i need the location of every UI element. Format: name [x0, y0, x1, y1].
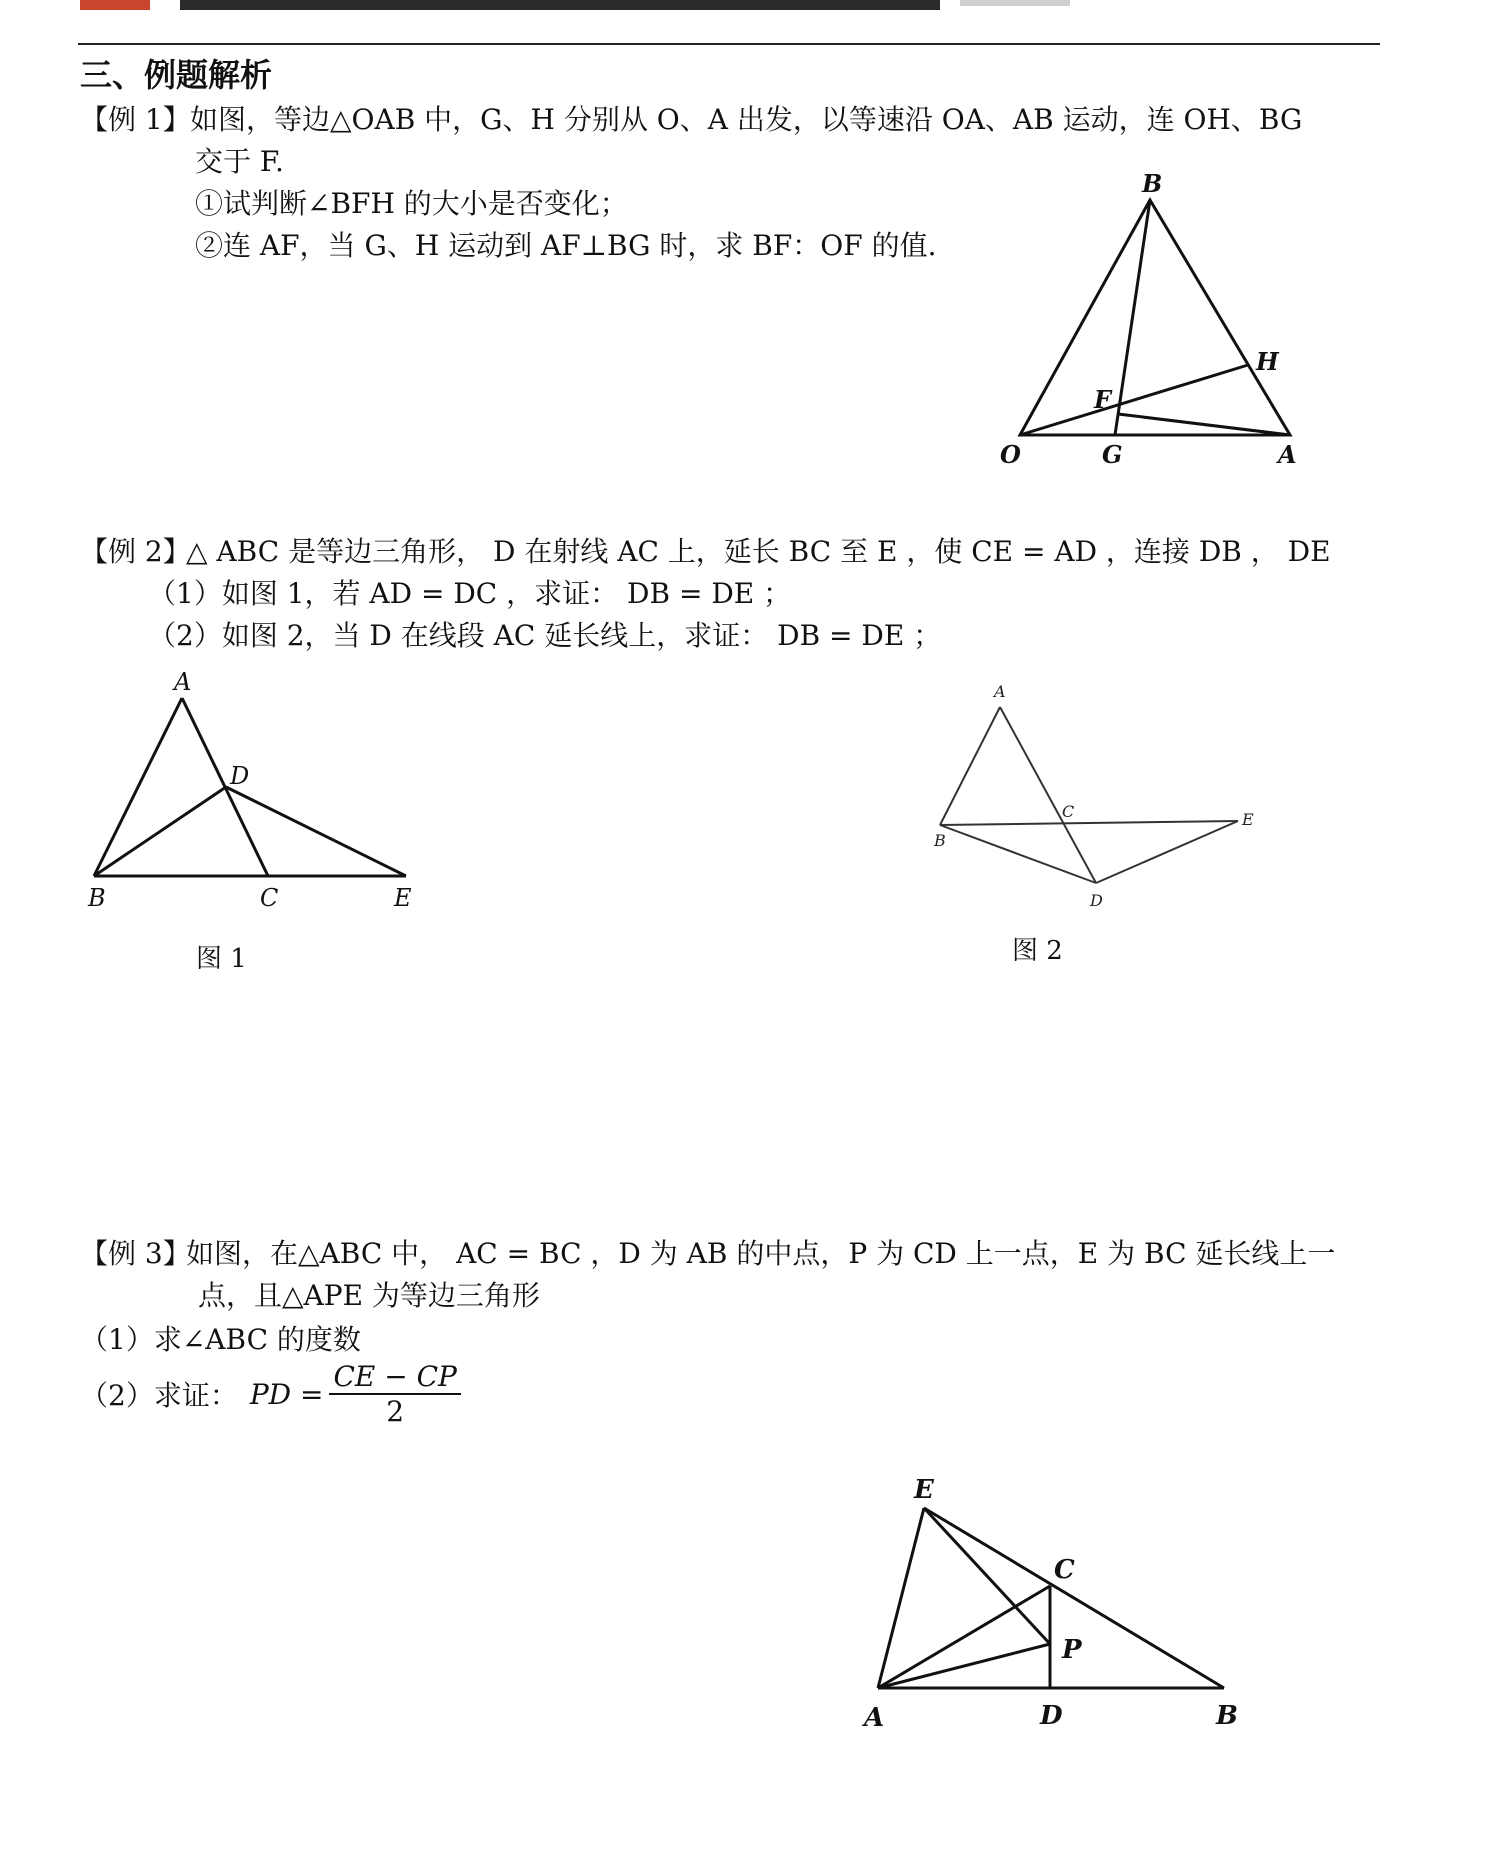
ex1-triangle-oab [1020, 200, 1290, 435]
fig2-label-a: A [994, 682, 1006, 701]
fig2-label-c: C [1062, 802, 1075, 821]
ex1-label-h: H [1256, 347, 1279, 376]
ex3-segment-ap [878, 1644, 1050, 1688]
fig1-label-d: D [230, 762, 250, 790]
ex1-question1: ①试判断∠BFH 的大小是否变化； [195, 187, 628, 220]
ex3-tag: 【例 3】 [80, 1237, 191, 1270]
ex3-formula-denominator: 2 [386, 1395, 405, 1428]
page-header-banner [80, 0, 1380, 14]
ex3-line2: 点，且△APE 为等边三角形 [198, 1279, 540, 1312]
ex2-figure-2-caption: 图 2 [1012, 936, 1063, 966]
fig1-label-c: C [260, 884, 279, 912]
ex2-figure-1-caption: 图 1 [196, 944, 247, 974]
ex1-line1: 如图，等边△OAB 中，G、H 分别从 O、A 出发，以等速沿 OA、AB 运动，连 OH、BG [190, 103, 1303, 136]
ex3-question2 [80, 1360, 461, 1428]
fig1-segment-db [94, 787, 226, 876]
header-accent-block [80, 0, 150, 10]
ex3-label-d: D [1040, 1701, 1063, 1731]
ex2-line1: △ ABC 是等边三角形， D 在射线 AC 上，延长 BC 至 E ，使 CE = AD ，连接 DB ， DE [186, 535, 1331, 568]
fig2-segment-bd [940, 825, 1096, 883]
ex2-tag: 【例 2】 [80, 535, 191, 568]
ex2-question2: （2）如图 2，当 D 在线段 AC 延长线上，求证： DB = DE ； [148, 619, 942, 652]
ex3-figure [850, 1468, 1270, 1738]
fig1-label-a: A [174, 668, 192, 696]
ex1-label-b: B [1142, 169, 1163, 198]
ex3-formula-lhs: PD = [249, 1377, 324, 1411]
fig1-label-b: B [88, 884, 106, 912]
ex1-tag: 【例 1】 [80, 103, 191, 136]
ex1-segment-af [1118, 414, 1290, 435]
ex1-figure [990, 160, 1330, 480]
fig2-segment-be [940, 821, 1238, 825]
ex3-formula-numerator: CE − CP [329, 1360, 460, 1395]
ex3-label-b: B [1216, 1701, 1238, 1731]
header-title-strip [180, 0, 940, 10]
ex2-question1: （1）如图 1，若 AD = DC ，求证： DB = DE ； [148, 577, 792, 610]
ex1-label-g: G [1102, 440, 1123, 469]
ex1-label-a: A [1278, 440, 1297, 469]
ex2-figure-1 [80, 660, 440, 920]
ex1-question2: ②连 AF，当 G、H 运动到 AF⊥BG 时，求 BF：OF 的值. [195, 229, 937, 262]
fig2-label-d: D [1090, 891, 1103, 910]
ex3-segment-ae [878, 1508, 924, 1688]
fig2-segment-de [1096, 821, 1238, 883]
fig1-segment-ab [94, 698, 182, 876]
header-subtitle-strip [960, 0, 1070, 6]
ex3-line1: 如图，在△ABC 中， AC = BC ，D 为 AB 的中点，P 为 CD 上一点，E 为 BC 延长线上一 [186, 1237, 1336, 1270]
ex3-label-c: C [1054, 1555, 1075, 1585]
section-title: 三、例题解析 [80, 56, 273, 94]
fig2-segment-ab [940, 707, 1000, 825]
fig1-label-e: E [394, 884, 412, 912]
fig1-segment-de [226, 787, 406, 876]
ex3-formula-fraction [329, 1360, 460, 1428]
ex3-label-e: E [914, 1475, 934, 1505]
ex1-line2: 交于 F. [195, 145, 284, 178]
header-rule [78, 43, 1380, 45]
fig2-label-e: E [1242, 810, 1254, 829]
ex3-question2-prefix: （2）求证： [80, 1379, 238, 1412]
fig2-segment-ad [1000, 707, 1096, 883]
ex3-segment-ac [878, 1586, 1050, 1688]
ex3-question1: （1）求∠ABC 的度数 [80, 1323, 361, 1356]
fig2-label-b: B [934, 831, 946, 850]
ex1-label-o: O [1000, 440, 1021, 469]
ex3-label-a: A [864, 1703, 885, 1733]
ex2-figure-2 [920, 675, 1280, 915]
ex1-label-f: F [1094, 385, 1112, 414]
ex3-label-p: P [1062, 1635, 1082, 1665]
